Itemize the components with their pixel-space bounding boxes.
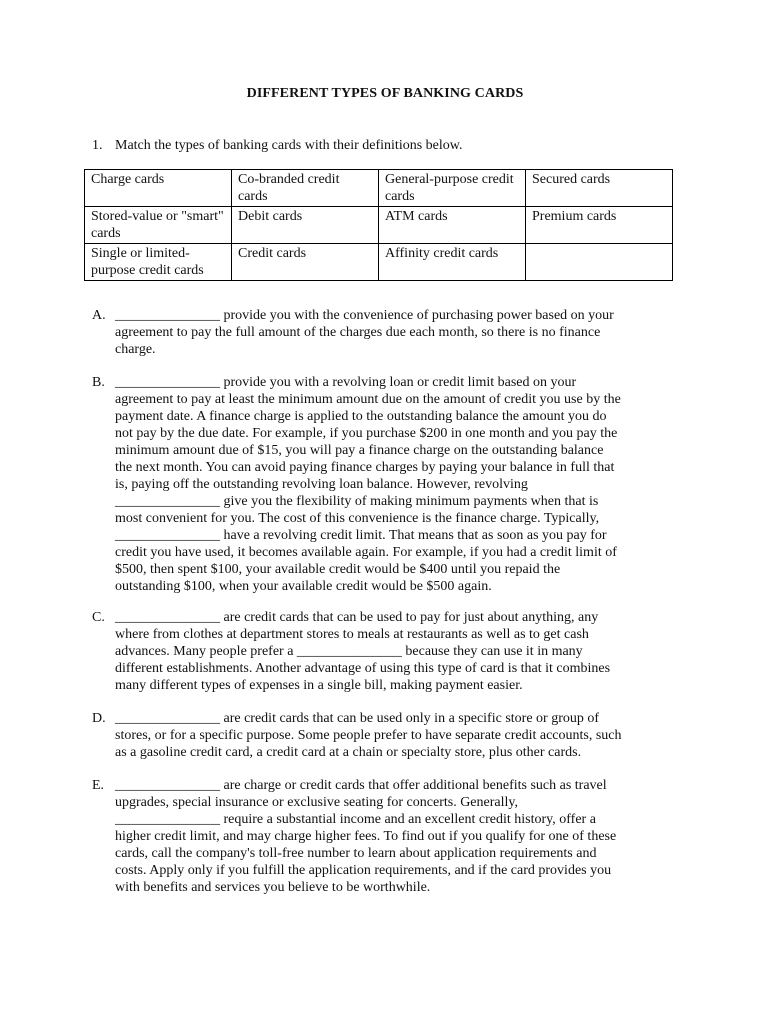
table-cell: Co-branded credit cards <box>232 170 379 207</box>
item-line: _______________ require a substantial income and an excellent credit history, offer a <box>115 812 596 827</box>
item-line: _______________ have a revolving credit limit. That means that as soon as you pay for <box>115 528 607 543</box>
card-types-table <box>84 169 673 281</box>
table-cell: Stored-value or "smart" cards <box>85 207 232 244</box>
item-line: cards, call the company's toll-free number to learn about application requirements and <box>115 846 597 861</box>
item-line: $500, then spent $100, your available credit would be $400 until you repaid the <box>115 562 561 577</box>
item-line: the next month. You can avoid paying finance charges by paying your balance in full that <box>115 460 615 475</box>
table-cell: Debit cards <box>232 207 379 244</box>
item-line: charge. <box>115 342 156 357</box>
definition-item-a <box>92 307 692 358</box>
table-cell: Secured cards <box>526 170 673 207</box>
item-line: not pay by the due date. For example, if you purchase $200 in one month and you pay the <box>115 426 618 441</box>
page-title: DIFFERENT TYPES OF BANKING CARDS <box>246 86 524 101</box>
item-letter: B. <box>92 375 105 390</box>
item-line: credit you have used, it becomes available again. For example, if you had a credit limit of <box>115 545 617 560</box>
definition-item-d <box>92 710 692 761</box>
table-cell <box>526 244 673 281</box>
question-number: 1. <box>92 138 103 153</box>
item-letter: D. <box>92 711 106 726</box>
question-text: Match the types of banking cards with their definitions below. <box>115 138 463 153</box>
table-cell: Premium cards <box>526 207 673 244</box>
item-line: many different types of expenses in a single bill, making payment easier. <box>115 678 523 693</box>
item-line: different establishments. Another advantage of using this type of card is that it combines <box>115 661 611 676</box>
item-line: where from clothes at department stores to meals at restaurants as well as to get cash <box>115 627 589 642</box>
table-cell: ATM cards <box>379 207 526 244</box>
table-cell: Affinity credit cards <box>379 244 526 281</box>
item-letter: A. <box>92 308 106 323</box>
item-line: agreement to pay at least the minimum amount due on the amount of credit you use by the <box>115 392 621 407</box>
table-cell: Single or limited-purpose credit cards <box>85 244 232 281</box>
item-line: costs. Apply only if you fulfill the application requirements, and if the card provides you <box>115 863 612 878</box>
item-line: higher credit limit, and may charge higher fees. To find out if you qualify for one of these <box>115 829 617 844</box>
item-line: payment date. A finance charge is applied to the outstanding balance the amount you do <box>115 409 607 424</box>
item-letter: E. <box>92 778 105 793</box>
table-row <box>85 207 673 244</box>
table-row <box>85 170 673 207</box>
item-letter: C. <box>92 610 105 625</box>
item-line: with benefits and services you believe to be worthwhile. <box>115 880 431 895</box>
item-line: _______________ are credit cards that can be used only in a specific store or group of <box>115 711 600 726</box>
item-line: _______________ provide you with a revolving loan or credit limit based on your <box>115 375 577 390</box>
table-cell: Charge cards <box>85 170 232 207</box>
item-line: _______________ are charge or credit cards that offer additional benefits such as travel <box>115 778 607 793</box>
item-line: agreement to pay the full amount of the charges due each month, so there is no finance <box>115 325 601 340</box>
item-line: minimum amount due of $15, you will pay a finance charge on the outstanding balance <box>115 443 604 458</box>
item-line: stores, or for a specific purpose. Some people prefer to have separate credit accounts, such <box>115 728 622 743</box>
definition-item-e <box>92 777 692 896</box>
item-line: advances. Many people prefer a _______________ because they can use it in many <box>115 644 583 659</box>
definition-item-c <box>92 609 692 694</box>
table-row <box>85 244 673 281</box>
definition-item-b <box>92 374 692 595</box>
question-1 <box>92 138 462 154</box>
item-line: outstanding $100, when your available credit would be $500 again. <box>115 579 492 594</box>
table-cell: Credit cards <box>232 244 379 281</box>
item-line: upgrades, special insurance or exclusive seating for concerts. Generally, <box>115 795 518 810</box>
item-line: _______________ are credit cards that can be used to pay for just about anything, any <box>115 610 599 625</box>
item-line: as a gasoline credit card, a credit card at a chain or specialty store, plus other cards. <box>115 745 582 760</box>
item-line: _______________ provide you with the convenience of purchasing power based on your <box>115 308 614 323</box>
table-cell: General-purpose credit cards <box>379 170 526 207</box>
item-line: is, paying off the outstanding revolving loan balance. However, revolving <box>115 477 528 492</box>
item-line: most convenient for you. The cost of this convenience is the finance charge. Typically, <box>115 511 600 526</box>
item-line: _______________ give you the flexibility of making minimum payments when that is <box>115 494 599 509</box>
